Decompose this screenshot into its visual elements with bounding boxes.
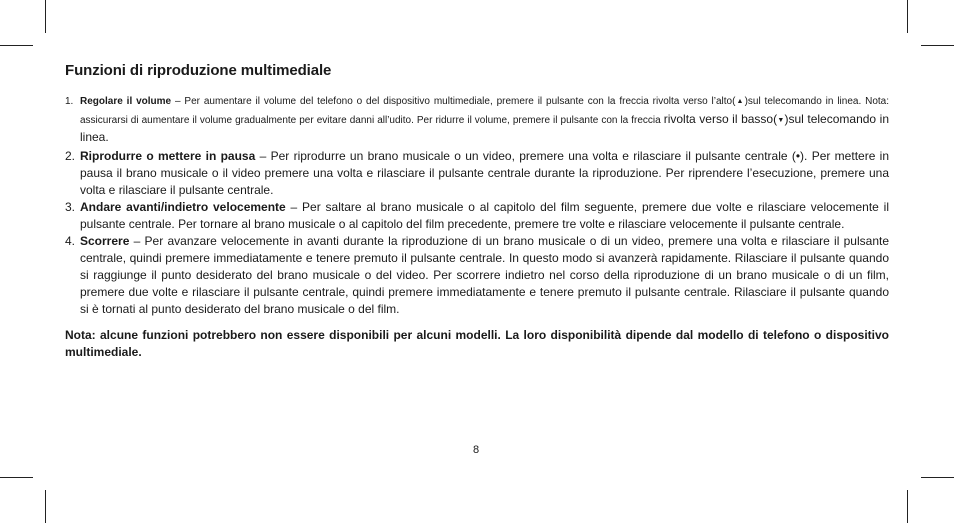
- item-text: )sul telecomando in linea. Nota: assicurarsi di aumentare il volume gradualmente per evitare danni all’udito. Per ridurre il volume, premere il pulsante con la freccia: [80, 96, 890, 126]
- item-dash: –: [129, 233, 145, 248]
- page-number: 8: [473, 444, 480, 456]
- crop-mark: [45, 490, 46, 523]
- item-text: Per avanzare velocemente in avanti durante la riproduzione di un brano musicale o di un video, premere una volta e rilasciare il pulsante centrale, quindi premere immediatamente e tenere premuto il pulsante centrale. In questo modo si avanzerà rapidamente. Rilasciare il pulsante quando si raggiunge il punto desiderato del brano musicale o del video. Per scorrere indietro nel corso della riproduzione di un brano musicale o di un film, premere due volte e rilasciare il pulsante centrale, quindi premere immediatamente e tenere premuto il pulsante centrale. Rilasciare il pulsante quando si è tornati al punto desiderato del brano musicale o del film.: [80, 233, 890, 316]
- list-item-skip: [65, 199, 889, 233]
- item-heading: Scorrere: [80, 233, 130, 248]
- crop-mark: [907, 0, 908, 33]
- arrow-up-icon: ▲: [735, 98, 745, 105]
- instruction-list: [65, 94, 889, 318]
- crop-mark: [45, 0, 46, 33]
- item-dash: –: [171, 96, 185, 107]
- item-text: )sul telecomando in linea.: [80, 111, 889, 144]
- availability-note: Nota: alcune funzioni potrebbero non essere disponibili per alcuni modelli. La loro disponibilità dipende dal modello di telefono o dispositivo multimediale.: [65, 328, 889, 359]
- item-number: 1.: [65, 96, 74, 107]
- list-item-scroll: [65, 233, 889, 318]
- item-heading: Riprodurre o mettere in pausa: [80, 148, 256, 163]
- crop-mark: [907, 490, 908, 523]
- crop-mark: [921, 477, 954, 478]
- item-text: Per riprodurre un brano musicale o un video, premere una volta e rilasciare il pulsante centrale (•). Per mettere in pausa il brano musicale o il video premere una volta e rilasciare il pulsante centrale durante la riproduzione. Per riprendere l’esecuzione, premere una volta e rilasciare il pulsante centrale.: [80, 148, 890, 197]
- item-text: Per aumentare il volume del telefono o del dispositivo multimediale, premere il pulsante con la freccia rivolta verso l’alto(: [184, 96, 736, 107]
- page-title: Funzioni di riproduzione multimediale: [65, 62, 332, 79]
- arrow-down-icon: ▼: [777, 116, 785, 124]
- item-dash: –: [285, 199, 303, 214]
- item-text: Per saltare al brano musicale o al capitolo del film seguente, premere due volte e rilasciare velocemente il pulsante centrale. Per tornare al brano musicale o al capitolo del film precedente, premere tre volte e rilasciare velocemente il pulsante centrale.: [80, 199, 890, 231]
- crop-mark: [921, 45, 954, 46]
- list-item-volume: [65, 94, 889, 148]
- item-heading: Regolare il volume: [80, 96, 172, 107]
- item-number: 4.: [65, 233, 76, 248]
- item-dash: –: [255, 148, 271, 163]
- crop-mark: [0, 477, 33, 478]
- item-number: 2.: [65, 148, 76, 163]
- item-text: rivolta verso il basso(: [663, 111, 778, 126]
- item-number: 3.: [65, 199, 76, 214]
- list-item-play-pause: [65, 148, 889, 199]
- crop-mark: [0, 45, 33, 46]
- item-heading: Andare avanti/indietro velocemente: [80, 199, 286, 214]
